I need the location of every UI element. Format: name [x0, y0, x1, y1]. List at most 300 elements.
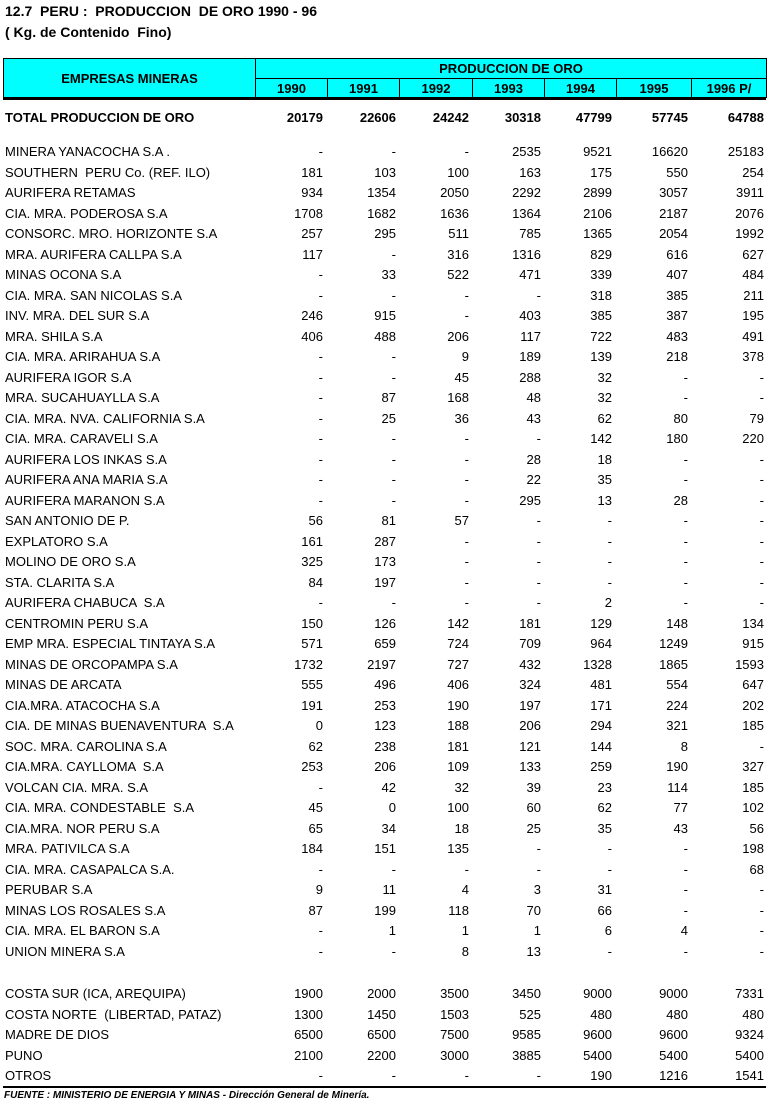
value-cell: 829: [590, 247, 612, 262]
value-cell: -: [683, 944, 688, 959]
value-cell: -: [391, 431, 396, 446]
value-cell: -: [607, 841, 612, 856]
value-cell: 118: [448, 903, 469, 918]
value-cell: 1593: [735, 657, 764, 672]
value-cell: -: [391, 1068, 396, 1083]
value-cell: 202: [742, 698, 764, 713]
company-name: SOUTHERN PERU Co. (REF. ILO): [5, 165, 211, 180]
value-cell: 60: [526, 800, 541, 815]
value-cell: -: [464, 554, 469, 569]
value-cell: 109: [447, 759, 469, 774]
value-cell: 36: [454, 411, 469, 426]
value-cell: 3450: [512, 986, 541, 1001]
value-cell: 9: [461, 349, 469, 364]
value-cell: 1682: [367, 206, 396, 221]
company-name: CIA. MRA. SAN NICOLAS S.A: [5, 288, 182, 303]
value-cell: 1249: [659, 636, 688, 651]
footer-divider: [3, 1086, 766, 1088]
value-cell: -: [464, 493, 469, 508]
value-cell: -: [683, 841, 688, 856]
value-cell: 66: [597, 903, 612, 918]
value-cell: 554: [666, 677, 688, 692]
value-cell: 20179: [286, 110, 323, 125]
table-row: [0, 798, 770, 818]
value-cell: 9585: [512, 1027, 541, 1042]
value-cell: 1: [533, 923, 541, 938]
value-cell: 100: [447, 165, 469, 180]
value-cell: 0: [388, 800, 396, 815]
value-cell: 2076: [735, 206, 764, 221]
value-cell: -: [683, 882, 688, 897]
value-cell: 148: [666, 616, 688, 631]
value-cell: -: [759, 923, 764, 938]
table-row: [0, 880, 770, 900]
value-cell: 123: [374, 718, 396, 733]
value-cell: 57: [454, 513, 469, 528]
value-cell: 1708: [294, 206, 323, 221]
company-name: MINAS DE ORCOPAMPA S.A: [5, 657, 178, 672]
value-cell: 18: [454, 821, 469, 836]
value-cell: 616: [666, 247, 688, 262]
region-row: [0, 1005, 770, 1025]
value-cell: 33: [381, 267, 396, 282]
value-cell: -: [464, 575, 469, 590]
table-row: [0, 819, 770, 839]
table-row: [0, 368, 770, 388]
value-cell: 488: [374, 329, 396, 344]
value-cell: 407: [666, 267, 688, 282]
value-cell: -: [759, 595, 764, 610]
table-row: [0, 224, 770, 244]
value-cell: 480: [742, 1007, 764, 1022]
value-cell: 189: [519, 349, 541, 364]
value-cell: -: [759, 944, 764, 959]
value-cell: 915: [742, 636, 764, 651]
company-name: STA. CLARITA S.A: [5, 575, 115, 590]
value-cell: -: [759, 493, 764, 508]
value-cell: -: [683, 903, 688, 918]
value-cell: 0: [315, 718, 323, 733]
company-name: CIA.MRA. NOR PERU S.A: [5, 821, 160, 836]
value-cell: 28: [673, 493, 688, 508]
company-name: SOC. MRA. CAROLINA S.A: [5, 739, 167, 754]
value-cell: 511: [448, 226, 469, 241]
company-name: AURIFERA RETAMAS: [5, 185, 136, 200]
year-header: 1992: [400, 79, 473, 98]
value-cell: 84: [308, 575, 323, 590]
value-cell: 32: [454, 780, 469, 795]
value-cell: 647: [742, 677, 764, 692]
company-name: MRA. PATIVILCA S.A: [5, 841, 130, 856]
production-header: PRODUCCION DE ORO: [256, 59, 767, 79]
table-row: [0, 901, 770, 921]
value-cell: 32: [597, 370, 612, 385]
value-cell: 100: [447, 800, 469, 815]
table-row: [0, 716, 770, 736]
company-name: CIA. MRA. CONDESTABLE S.A: [5, 800, 195, 815]
value-cell: 135: [447, 841, 469, 856]
value-cell: 259: [590, 759, 612, 774]
value-cell: 117: [520, 329, 541, 344]
value-cell: 181: [519, 616, 541, 631]
value-cell: -: [536, 595, 541, 610]
table-row: [0, 573, 770, 593]
table-row: [0, 183, 770, 203]
table-header: [3, 58, 767, 98]
value-cell: 964: [590, 636, 612, 651]
total-row: [0, 108, 770, 128]
table-row: [0, 163, 770, 183]
value-cell: 496: [374, 677, 396, 692]
value-cell: 484: [742, 267, 764, 282]
company-name: MINAS DE ARCATA: [5, 677, 122, 692]
value-cell: -: [464, 431, 469, 446]
value-cell: 9: [315, 882, 323, 897]
value-cell: 133: [519, 759, 541, 774]
value-cell: 378: [742, 349, 764, 364]
value-cell: 5400: [583, 1048, 612, 1063]
value-cell: 79: [749, 411, 764, 426]
value-cell: 191: [301, 698, 323, 713]
value-cell: -: [318, 944, 323, 959]
company-name: MOLINO DE ORO S.A: [5, 554, 136, 569]
value-cell: 1365: [583, 226, 612, 241]
company-name: CIA. MRA. NVA. CALIFORNIA S.A: [5, 411, 205, 426]
value-cell: 181: [447, 739, 469, 754]
value-cell: 13: [597, 493, 612, 508]
value-cell: 525: [519, 1007, 541, 1022]
value-cell: 1541: [735, 1068, 764, 1083]
value-cell: 385: [590, 308, 612, 323]
value-cell: -: [391, 944, 396, 959]
company-name: AURIFERA ANA MARIA S.A: [5, 472, 168, 487]
company-name: AURIFERA LOS INKAS S.A: [5, 452, 167, 467]
value-cell: 9324: [735, 1027, 764, 1042]
value-cell: -: [683, 452, 688, 467]
table-row: [0, 429, 770, 449]
value-cell: -: [391, 144, 396, 159]
value-cell: 6500: [367, 1027, 396, 1042]
value-cell: -: [318, 431, 323, 446]
value-cell: 185: [742, 780, 764, 795]
value-cell: 117: [302, 247, 323, 262]
value-cell: 190: [666, 759, 688, 774]
table-row: [0, 388, 770, 408]
value-cell: 287: [374, 534, 396, 549]
value-cell: -: [318, 349, 323, 364]
value-cell: 11: [382, 882, 396, 897]
region-row: [0, 1046, 770, 1066]
value-cell: 150: [301, 616, 323, 631]
value-cell: 87: [381, 390, 396, 405]
company-name: MINAS LOS ROSALES S.A: [5, 903, 166, 918]
value-cell: 406: [447, 677, 469, 692]
value-cell: 1503: [440, 1007, 469, 1022]
value-cell: 31: [597, 882, 612, 897]
value-cell: 35: [597, 821, 612, 836]
value-cell: 471: [519, 267, 541, 282]
table-row: [0, 204, 770, 224]
value-cell: 197: [374, 575, 396, 590]
table-row: [0, 860, 770, 880]
value-cell: 9521: [583, 144, 612, 159]
value-cell: -: [683, 390, 688, 405]
value-cell: 22606: [359, 110, 396, 125]
page-subtitle: ( Kg. de Contenido Fino): [5, 24, 172, 40]
value-cell: 1: [461, 923, 469, 938]
value-cell: 2: [604, 595, 612, 610]
value-cell: 1: [388, 923, 396, 938]
value-cell: 181: [301, 165, 323, 180]
value-cell: 30318: [504, 110, 541, 125]
value-cell: 2292: [512, 185, 541, 200]
company-name: SAN ANTONIO DE P.: [5, 513, 130, 528]
value-cell: 68: [749, 862, 764, 877]
value-cell: 25183: [727, 144, 764, 159]
region-row: [0, 984, 770, 1004]
value-cell: -: [683, 370, 688, 385]
value-cell: -: [464, 452, 469, 467]
value-cell: 385: [666, 288, 688, 303]
value-cell: -: [391, 288, 396, 303]
value-cell: 22: [526, 472, 541, 487]
value-cell: -: [536, 288, 541, 303]
value-cell: 32: [597, 390, 612, 405]
table-row: [0, 470, 770, 490]
value-cell: -: [683, 554, 688, 569]
value-cell: -: [318, 923, 323, 938]
value-cell: 3500: [440, 986, 469, 1001]
company-name: UNION MINERA S.A: [5, 944, 125, 959]
value-cell: 45: [454, 370, 469, 385]
value-cell: 1450: [367, 1007, 396, 1022]
value-cell: 70: [526, 903, 541, 918]
company-name: AURIFERA IGOR S.A: [5, 370, 132, 385]
companies-header: EMPRESAS MINERAS: [4, 59, 256, 98]
table-row: [0, 511, 770, 531]
value-cell: 481: [590, 677, 612, 692]
value-cell: 1992: [735, 226, 764, 241]
value-cell: -: [607, 534, 612, 549]
value-cell: 220: [742, 431, 764, 446]
company-name: MRA. SHILA S.A: [5, 329, 103, 344]
value-cell: 39: [526, 780, 541, 795]
value-cell: 339: [590, 267, 612, 282]
value-cell: -: [391, 349, 396, 364]
value-cell: -: [759, 370, 764, 385]
value-cell: 1636: [440, 206, 469, 221]
table-row: [0, 491, 770, 511]
value-cell: 81: [381, 513, 396, 528]
value-cell: 142: [447, 616, 469, 631]
value-cell: 24242: [432, 110, 469, 125]
value-cell: 550: [666, 165, 688, 180]
year-header: 1996 P/: [692, 79, 767, 98]
value-cell: 43: [673, 821, 688, 836]
value-cell: 206: [447, 329, 469, 344]
value-cell: 325: [301, 554, 323, 569]
value-cell: -: [464, 1068, 469, 1083]
value-cell: 171: [590, 698, 612, 713]
value-cell: -: [464, 288, 469, 303]
value-cell: 5400: [735, 1048, 764, 1063]
value-cell: 185: [742, 718, 764, 733]
value-cell: 9600: [659, 1027, 688, 1042]
company-name: CIA. DE MINAS BUENAVENTURA S.A: [5, 718, 234, 733]
value-cell: -: [391, 452, 396, 467]
table-row: [0, 286, 770, 306]
value-cell: 114: [667, 780, 688, 795]
value-cell: 2187: [659, 206, 688, 221]
value-cell: 190: [590, 1068, 612, 1083]
value-cell: -: [391, 247, 396, 262]
value-cell: 198: [742, 841, 764, 856]
company-name: CIA. MRA. PODEROSA S.A: [5, 206, 168, 221]
value-cell: 2200: [367, 1048, 396, 1063]
value-cell: 2050: [440, 185, 469, 200]
value-cell: -: [318, 390, 323, 405]
value-cell: -: [536, 513, 541, 528]
value-cell: 129: [590, 616, 612, 631]
region-row: [0, 1025, 770, 1045]
value-cell: 659: [374, 636, 396, 651]
value-cell: -: [464, 534, 469, 549]
value-cell: 2054: [659, 226, 688, 241]
value-cell: -: [536, 534, 541, 549]
value-cell: 103: [374, 165, 396, 180]
value-cell: 2106: [583, 206, 612, 221]
value-cell: 403: [519, 308, 541, 323]
value-cell: 6500: [294, 1027, 323, 1042]
value-cell: 1900: [294, 986, 323, 1001]
year-header: 1993: [473, 79, 545, 98]
value-cell: 102: [742, 800, 764, 815]
company-name: CIA. MRA. CASAPALCA S.A.: [5, 862, 175, 877]
company-name: MINAS OCONA S.A: [5, 267, 122, 282]
value-cell: -: [391, 862, 396, 877]
value-cell: 8: [680, 739, 688, 754]
value-cell: 432: [519, 657, 541, 672]
value-cell: -: [759, 739, 764, 754]
value-cell: -: [318, 370, 323, 385]
value-cell: 1328: [583, 657, 612, 672]
value-cell: 16620: [651, 144, 688, 159]
value-cell: 2899: [583, 185, 612, 200]
value-cell: 555: [301, 677, 323, 692]
table-row: [0, 778, 770, 798]
value-cell: 144: [590, 739, 612, 754]
value-cell: -: [607, 513, 612, 528]
value-cell: -: [607, 862, 612, 877]
value-cell: 1316: [512, 247, 541, 262]
value-cell: -: [683, 513, 688, 528]
value-cell: 491: [742, 329, 764, 344]
table-row: [0, 921, 770, 941]
value-cell: -: [318, 267, 323, 282]
value-cell: 327: [742, 759, 764, 774]
value-cell: 1300: [294, 1007, 323, 1022]
value-cell: 35: [597, 472, 612, 487]
company-name: CENTROMIN PERU S.A: [5, 616, 149, 631]
value-cell: 6: [604, 923, 612, 938]
company-name: AURIFERA CHABUCA S.A: [5, 595, 165, 610]
value-cell: 294: [590, 718, 612, 733]
value-cell: -: [318, 452, 323, 467]
value-cell: -: [464, 595, 469, 610]
value-cell: 197: [519, 698, 541, 713]
value-cell: -: [464, 308, 469, 323]
value-cell: 25: [381, 411, 396, 426]
value-cell: -: [318, 472, 323, 487]
value-cell: 168: [447, 390, 469, 405]
value-cell: 406: [301, 329, 323, 344]
value-cell: 62: [308, 739, 323, 754]
value-cell: 218: [666, 349, 688, 364]
value-cell: 62: [597, 800, 612, 815]
value-cell: 5400: [659, 1048, 688, 1063]
value-cell: 253: [374, 698, 396, 713]
table-row: [0, 245, 770, 265]
value-cell: 175: [590, 165, 612, 180]
company-name: PUNO: [5, 1048, 43, 1063]
value-cell: 257: [301, 226, 323, 241]
value-cell: -: [318, 411, 323, 426]
value-cell: 42: [381, 780, 396, 795]
value-cell: -: [464, 144, 469, 159]
table-row: [0, 593, 770, 613]
value-cell: 206: [374, 759, 396, 774]
value-cell: 253: [301, 759, 323, 774]
value-cell: -: [391, 370, 396, 385]
table-row: [0, 757, 770, 777]
table-row: [0, 532, 770, 552]
value-cell: 45: [308, 800, 323, 815]
value-cell: 3057: [659, 185, 688, 200]
company-name: PERUBAR S.A: [5, 882, 93, 897]
value-cell: 195: [742, 308, 764, 323]
table-row: [0, 839, 770, 859]
value-cell: -: [318, 862, 323, 877]
value-cell: 246: [301, 308, 323, 323]
source-note: FUENTE : MINISTERIO DE ENERGIA Y MINAS - Dirección General de Minería.: [4, 1090, 370, 1101]
value-cell: -: [683, 862, 688, 877]
table-row: [0, 675, 770, 695]
value-cell: 48: [526, 390, 541, 405]
value-cell: 134: [742, 616, 764, 631]
value-cell: 151: [374, 841, 396, 856]
value-cell: -: [607, 944, 612, 959]
value-cell: 224: [666, 698, 688, 713]
page-title: 12.7 PERU : PRODUCCION DE ORO 1990 - 96: [5, 3, 317, 19]
year-header: 1994: [545, 79, 617, 98]
value-cell: -: [536, 431, 541, 446]
value-cell: 3: [533, 882, 541, 897]
value-cell: 318: [590, 288, 612, 303]
value-cell: 80: [673, 411, 688, 426]
table-row: [0, 942, 770, 962]
value-cell: -: [391, 595, 396, 610]
year-header: 1995: [617, 79, 692, 98]
value-cell: 57745: [651, 110, 688, 125]
table-row: [0, 634, 770, 654]
value-cell: -: [318, 144, 323, 159]
value-cell: 64788: [727, 110, 764, 125]
year-header: 1990: [256, 79, 328, 98]
value-cell: -: [759, 534, 764, 549]
company-name: CIA. MRA. ARIRAHUA S.A: [5, 349, 161, 364]
value-cell: 163: [519, 165, 541, 180]
company-name: COSTA NORTE (LIBERTAD, PATAZ): [5, 1007, 222, 1022]
